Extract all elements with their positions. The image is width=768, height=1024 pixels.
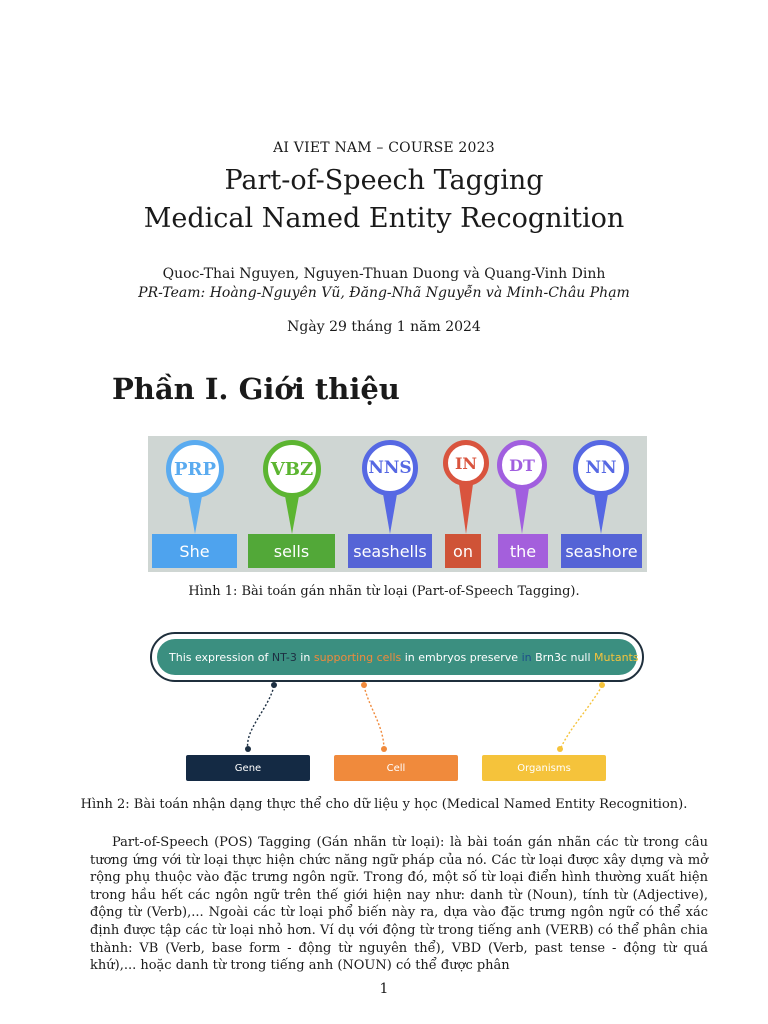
pos-tag-prp-circle: PRP xyxy=(166,440,224,498)
pos-tag-pointer xyxy=(594,494,608,534)
pr-team: PR-Team: Hoàng-Nguyên Vũ, Đăng-Nhã Nguyễn và Minh-Châu Phạm xyxy=(138,285,630,301)
label-cell: Cell xyxy=(334,755,458,781)
pos-tag-pointer xyxy=(188,496,202,534)
pos-word-box: the xyxy=(498,534,548,568)
ner-token: Brn3c null xyxy=(531,650,595,664)
pos-tag-nns-circle: NNS xyxy=(362,440,418,496)
cell-connector xyxy=(364,686,384,750)
pos-tag-pointer xyxy=(285,496,299,534)
ner-sentence xyxy=(157,639,637,675)
figure-2-caption: Hình 2: Bài toán nhận dạng thực thể cho dữ liệu y học (Medical Named Entity Recognition). xyxy=(80,797,688,812)
ner-token: Mutants xyxy=(594,650,639,664)
pos-tag-in-circle: IN xyxy=(443,440,489,486)
pos-word-box: She xyxy=(152,534,237,568)
pos-tag-dt-circle: DT xyxy=(497,440,547,490)
gene-connector xyxy=(248,686,274,750)
pos-tag-pointer xyxy=(459,484,473,534)
pos-word-box: seashore xyxy=(561,534,642,568)
pos-tag-pointer xyxy=(515,488,529,534)
label-gene: Gene xyxy=(186,755,310,781)
pos-word-box: on xyxy=(445,534,481,568)
pos-word-box: sells xyxy=(248,534,335,568)
pos-tag-pointer xyxy=(383,494,397,534)
label-organisms: Organisms xyxy=(482,755,606,781)
ner-token: supporting cells xyxy=(313,650,402,664)
body-paragraph: Part-of-Speech (POS) Tagging (Gán nhãn từ loại): là bài toán gán nhãn các từ trong câu tương ứng với từ loại thực hiện chức năng ngữ pháp của nó. Các từ loại được xây dựng và mở rộng phụ thuộc vào đặc trưng ngôn ngữ. Trong đó, một số từ loại điển hình thường xuất hiện trong hầu hết các ngôn ngữ trên thế giới hiện nay như: danh từ (Noun), tính từ (Adjective), động từ (Verb),... Ngoài các từ loại phổ biến này ra, dựa vào đặc trưng ngôn ngữ có thể xác định được tập các từ loại nhỏ hơn. Ví dụ với động từ trong tiếng anh (VERB) có thể phân chia thành: VB (Verb, base form - động từ nguyên thể), VBD (Verb, past tense - động từ quá khứ),... hoặc danh từ trong tiếng anh (NOUN) có thể được phân xyxy=(90,835,708,974)
pos-word-box: seashells xyxy=(348,534,432,568)
section-title: Phần I. Giới thiệu xyxy=(112,372,400,406)
ner-token: This expression of xyxy=(169,650,272,664)
ner-token: in xyxy=(296,650,314,664)
organisms-dot-bottom xyxy=(557,746,563,752)
ner-token: NT-3 xyxy=(271,650,297,664)
gene-dot-top xyxy=(271,682,277,688)
title-line-1: Part-of-Speech Tagging xyxy=(224,165,544,196)
page-number: 1 xyxy=(379,981,389,997)
organisms-dot-top xyxy=(599,682,605,688)
ner-token: in xyxy=(521,650,532,664)
course-label: AI VIET NAM – COURSE 2023 xyxy=(273,140,495,156)
title-line-2: Medical Named Entity Recognition xyxy=(143,203,625,234)
body-text xyxy=(90,834,708,975)
date: Ngày 29 tháng 1 năm 2024 xyxy=(287,319,481,335)
gene-dot-bottom xyxy=(245,746,251,752)
cell-dot-bottom xyxy=(381,746,387,752)
authors: Quoc-Thai Nguyen, Nguyen-Thuan Duong và Quang-Vinh Dinh xyxy=(162,266,606,282)
figure-pos-tagging xyxy=(148,436,647,572)
ner-sentence-box xyxy=(150,632,644,682)
organisms-connector xyxy=(560,686,602,750)
cell-dot-top xyxy=(361,682,367,688)
pos-tag-nn-circle: NN xyxy=(573,440,629,496)
pos-tag-vbz-circle: VBZ xyxy=(263,440,321,498)
ner-token: in embryos preserve xyxy=(401,650,522,664)
figure-1-caption: Hình 1: Bài toán gán nhãn từ loại (Part-of-Speech Tagging). xyxy=(188,584,580,599)
figure-medical-ner xyxy=(148,630,647,782)
